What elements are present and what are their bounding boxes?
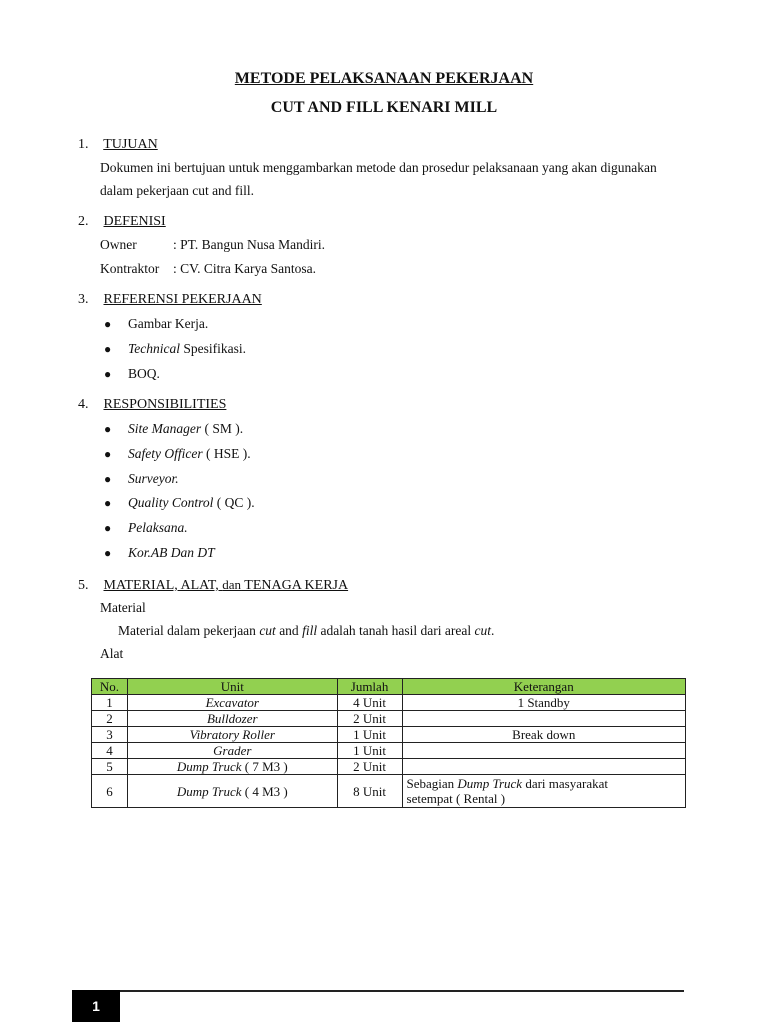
document-subtitle: CUT AND FILL KENARI MILL bbox=[270, 99, 498, 116]
bullet-icon: ● bbox=[104, 521, 112, 535]
cell-unit: Dump Truck ( 7 M3 ) bbox=[127, 759, 337, 775]
material-label: Material bbox=[100, 600, 146, 615]
list-item: ● Gambar Kerja. bbox=[104, 316, 209, 331]
list-item: ● Technical Spesifikasi. bbox=[104, 341, 246, 356]
section-title: REFERENSI PEKERJAAN bbox=[103, 292, 262, 307]
cell-keterangan bbox=[402, 711, 685, 727]
cell-keterangan: 1 Standby bbox=[402, 695, 685, 711]
cell-keterangan: Break down bbox=[402, 727, 685, 743]
tujuan-text-line1: Dokumen ini bertujuan untuk menggambarkan metode dan prosedur pelaksanaan yang akan digunakan bbox=[100, 160, 657, 175]
header-keterangan: Keterangan bbox=[402, 679, 685, 695]
section-title: MATERIAL, ALAT, dan TENAGA KERJA bbox=[103, 577, 349, 593]
tujuan-text-line2: dalam pekerjaan cut and fill. bbox=[100, 183, 255, 198]
owner-value: : PT. Bangun Nusa Mandiri. bbox=[173, 237, 325, 252]
list-item: ● Site Manager ( SM ). bbox=[104, 421, 244, 436]
section-tujuan-heading bbox=[78, 137, 158, 153]
bullet-icon: ● bbox=[104, 447, 112, 461]
section-title: TUJUAN bbox=[103, 137, 158, 152]
bullet-icon: ● bbox=[104, 496, 112, 510]
table-row bbox=[92, 775, 686, 808]
cell-unit: Vibratory Roller bbox=[127, 727, 337, 743]
section-title: DEFENISI bbox=[103, 214, 166, 229]
section-material-heading bbox=[78, 577, 348, 594]
material-text: Material dalam pekerjaan cut and fill adalah tanah hasil dari areal cut. bbox=[118, 623, 495, 638]
cell-jumlah: 2 Unit bbox=[337, 711, 402, 727]
table-row bbox=[92, 727, 686, 743]
list-item: ● Pelaksana. bbox=[104, 520, 188, 535]
section-number: 2. bbox=[78, 214, 89, 229]
cell-no: 1 bbox=[92, 695, 128, 711]
cell-jumlah: 2 Unit bbox=[337, 759, 402, 775]
cell-unit: Bulldozer bbox=[127, 711, 337, 727]
kontraktor-label: Kontraktor bbox=[100, 261, 160, 276]
bullet-icon: ● bbox=[104, 422, 112, 436]
owner-label: Owner bbox=[100, 237, 137, 252]
table-row bbox=[92, 711, 686, 727]
table-header-row bbox=[92, 679, 686, 695]
bullet-icon: ● bbox=[104, 472, 112, 486]
cell-no: 6 bbox=[92, 775, 128, 808]
list-item: ● Surveyor. bbox=[104, 471, 179, 486]
table-row bbox=[92, 695, 686, 711]
cell-jumlah: 4 Unit bbox=[337, 695, 402, 711]
section-responsibilities-heading bbox=[78, 397, 226, 413]
cell-no: 2 bbox=[92, 711, 128, 727]
section-number: 1. bbox=[78, 137, 89, 152]
bullet-icon: ● bbox=[104, 317, 112, 331]
bullet-icon: ● bbox=[104, 546, 112, 560]
section-referensi-heading bbox=[78, 292, 262, 308]
cell-no: 3 bbox=[92, 727, 128, 743]
footer-divider bbox=[72, 990, 684, 992]
bullet-icon: ● bbox=[104, 367, 112, 381]
page-number: 1 bbox=[72, 990, 120, 1022]
alat-label: Alat bbox=[100, 646, 124, 661]
bullet-icon: ● bbox=[104, 342, 112, 356]
table-row bbox=[92, 759, 686, 775]
cell-unit: Grader bbox=[127, 743, 337, 759]
cell-keterangan bbox=[402, 759, 685, 775]
list-item: ● BOQ. bbox=[104, 366, 160, 381]
section-defenisi-heading bbox=[78, 214, 166, 230]
cell-keterangan bbox=[402, 743, 685, 759]
kontraktor-value: : CV. Citra Karya Santosa. bbox=[173, 261, 316, 276]
list-item: ● Kor.AB Dan DT bbox=[104, 545, 215, 560]
section-number: 4. bbox=[78, 397, 89, 412]
section-title: RESPONSIBILITIES bbox=[103, 397, 227, 412]
equipment-table bbox=[91, 678, 686, 808]
section-number: 5. bbox=[78, 578, 89, 593]
list-item: ● Quality Control ( QC ). bbox=[104, 495, 255, 510]
cell-unit: Excavator bbox=[127, 695, 337, 711]
cell-jumlah: 1 Unit bbox=[337, 727, 402, 743]
cell-unit: Dump Truck ( 4 M3 ) bbox=[127, 775, 337, 808]
cell-no: 5 bbox=[92, 759, 128, 775]
header-unit: Unit bbox=[127, 679, 337, 695]
cell-jumlah: 1 Unit bbox=[337, 743, 402, 759]
document-title: METODE PELAKSANAAN PEKERJAAN bbox=[234, 70, 534, 87]
section-number: 3. bbox=[78, 292, 89, 307]
header-jumlah: Jumlah bbox=[337, 679, 402, 695]
table-row bbox=[92, 743, 686, 759]
cell-no: 4 bbox=[92, 743, 128, 759]
cell-keterangan: Sebagian Dump Truck dari masyarakat setempat ( Rental ) bbox=[402, 775, 685, 808]
cell-jumlah: 8 Unit bbox=[337, 775, 402, 808]
list-item: ● Safety Officer ( HSE ). bbox=[104, 446, 251, 461]
header-no: No. bbox=[92, 679, 128, 695]
